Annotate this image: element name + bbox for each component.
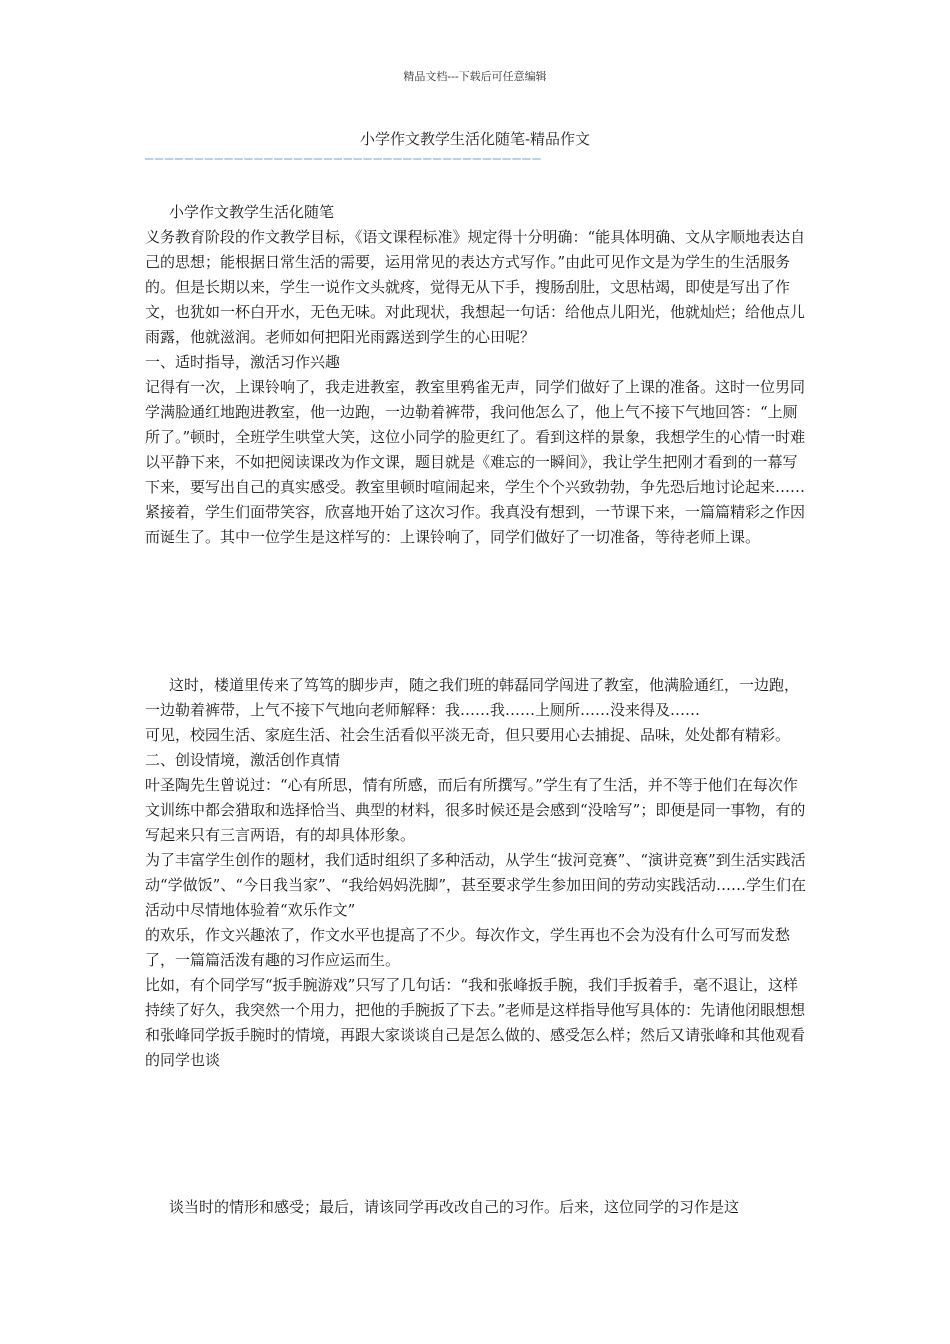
- document-title: 小学作文教学生活化随笔-精品作文: [359, 130, 591, 148]
- paragraph: 比如，有个同学写“扳手腕游戏”只写了几句话：“我和张峰扳手腕，我们手扳着手，毫不退让，这样持续了好久，我突然一个用力，把他的手腕扳了下去。”老师是这样指导他写具体的：先请他闭眼想想和张峰同学扳手腕时的情境，再跟大家谈谈自己是怎么做的、感受怎么样；然后又请张峰和其他观看的同学也谈: [145, 976, 806, 1069]
- paragraph: 义务教育阶段的作文教学目标，《语文课程标准》规定得十分明确：“能具体明确、文从字顺地表达自己的思想；能根据日常生活的需要，运用常见的表达方式写作。”由此可见作文是为学生的生活服务的。但是长期以来，学生一说作文头就疼，觉得无从下手，搜肠刮肚，文思枯竭，即使是写出了作文，也犹如一杯白开水，无色无味。对此现状，我想起一句话：给他点儿阳光，他就灿烂；给他点儿雨露，他就滋润。老师如何把阳光雨露送到学生的心田呢？: [145, 228, 806, 346]
- paragraph: 可见，校园生活、家庭生活、社会生活看似平淡无奇，但只要用心去捕捉、品味，处处都有精彩。: [145, 726, 791, 744]
- paragraph: 叶圣陶先生曾说过：“心有所思，情有所感，而后有所撰写。”学生有了生活，并不等于他们在每次作文训练中都会猎取和选择恰当、典型的材料，很多时候还是会感到“没啥写”；即便是同一事物，有的写起来只有三言两语，有的却具体形象。: [145, 776, 806, 844]
- paragraph: 的欢乐，作文兴趣浓了，作文水平也提高了不少。每次作文，学生再也不会为没有什么可写而发愁了，一篇篇活泼有趣的习作应运而生。: [145, 926, 791, 969]
- section-heading: 二、创设情境，激活创作真情: [145, 751, 341, 769]
- text-block-2: [145, 673, 809, 1073]
- title-divider: ————————————————————————————————————————: [145, 152, 543, 166]
- paragraph: 为了丰富学生创作的题材，我们适时组织了多种活动，从学生“拔河竞赛”、“演讲竞赛”到生活实践活动“学做饭”、“今日我当家”、“我给妈妈洗脚”，甚至要求学生参加田间的劳动实践活动……学生们在活动中尽情地体验着“欢乐作文”: [145, 851, 807, 919]
- section-heading: 小学作文教学生活化随笔: [169, 203, 335, 221]
- paragraph: 这时，楼道里传来了笃笃的脚步声，随之我们班的韩磊同学闯进了教室，他满脸通红，一边跑，一边勒着裤带，上气不接下气地向老师解释：我……我……上厕所……没来得及……: [145, 676, 800, 719]
- text-block-3: [145, 1195, 809, 1220]
- section-heading: 一、适时指导，激活习作兴趣: [145, 353, 341, 371]
- paragraph: 记得有一次，上课铃响了，我走进教室，教室里鸦雀无声，同学们做好了上课的准备。这时一位男同学满脸通红地跑进教室，他一边跑，一边勒着裤带，我问他怎么了，他上气不接下气地回答：“上厕所了。”顿时，全班学生哄堂大笑，这位小同学的脸更红了。看到这样的景象，我想学生的心情一时难以平静下来，不如把阅读课改为作文课，题目就是《难忘的一瞬间》，我让学生把刚才看到的一幕写下来，要写出自己的真实感受。教室里顿时喧闹起来，学生个个兴致勃勃，争先恐后地讨论起来……紧接着，学生们面带笑容，欣喜地开始了这次习作。我真没有想到，一节课下来，一篇篇精彩之作因而诞生了。其中一位学生是这样写的：上课铃响了，同学们做好了一切准备，等待老师上课。: [145, 378, 806, 546]
- text-block-1: [145, 200, 809, 550]
- page-header-note: 精品文档---下载后可任意编辑: [403, 70, 547, 83]
- paragraph: 谈当时的情形和感受；最后，请该同学再改改自己的习作。后来，这位同学的习作是这: [169, 1198, 740, 1216]
